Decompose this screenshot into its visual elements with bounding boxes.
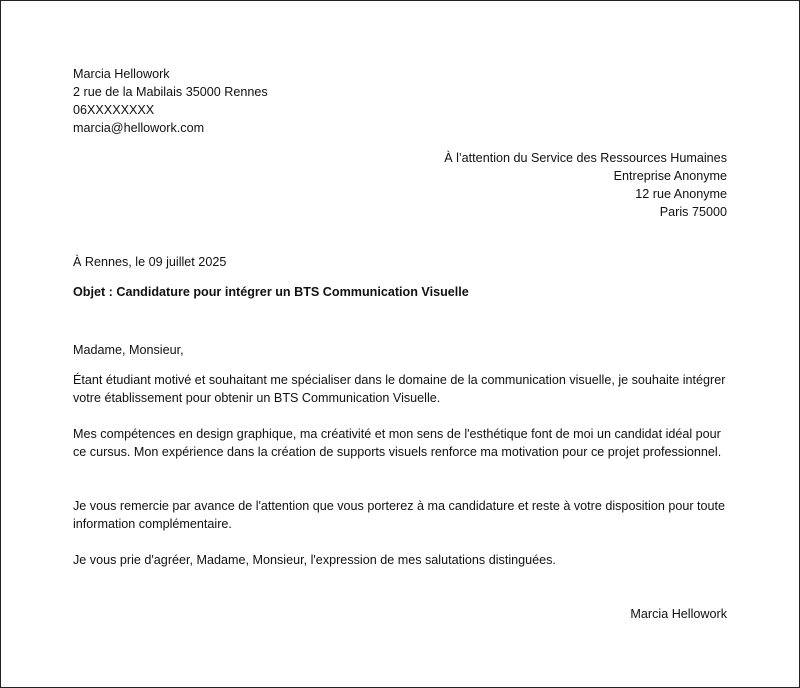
sender-address: 2 rue de la Mabilais 35000 Rennes: [73, 85, 268, 99]
date-line: À Rennes, le 09 juillet 2025: [73, 255, 227, 269]
recipient-attention: À l’attention du Service des Ressources Humaines: [444, 151, 727, 165]
recipient-company: Entreprise Anonyme: [613, 169, 727, 183]
recipient-street: 12 rue Anonyme: [635, 187, 727, 201]
signature: Marcia Hellowork: [630, 607, 727, 621]
closing-formula: Je vous prie d'agréer, Madame, Monsieur, l'expression de mes salutations distinguées.: [73, 553, 556, 567]
subject-line: Objet : Candidature pour intégrer un BTS Communication Visuelle: [73, 285, 469, 299]
recipient-city: Paris 75000: [659, 205, 727, 219]
sender-phone: 06XXXXXXXX: [73, 103, 155, 117]
salutation: Madame, Monsieur,: [73, 343, 184, 357]
sender-name: Marcia Hellowork: [73, 67, 170, 81]
sender-email: marcia@hellowork.com: [73, 121, 205, 135]
body-paragraph: Je vous remercie par avance de l'attention que vous porterez à ma candidature et reste à votre disposition pour toute information complémentaire.: [73, 499, 726, 531]
body-paragraph: Mes compétences en design graphique, ma créativité et mon sens de l'esthétique font de moi un candidat idéal pour ce cursus. Mon expérience dans la création de supports visuels renforce ma motivation pour ce projet professionnel.: [73, 427, 722, 459]
body-paragraph: Étant étudiant motivé et souhaitant me spécialiser dans le domaine de la communication visuelle, je souhaite intégrer votre établissement pour obtenir un BTS Communication Visuelle.: [73, 373, 726, 405]
